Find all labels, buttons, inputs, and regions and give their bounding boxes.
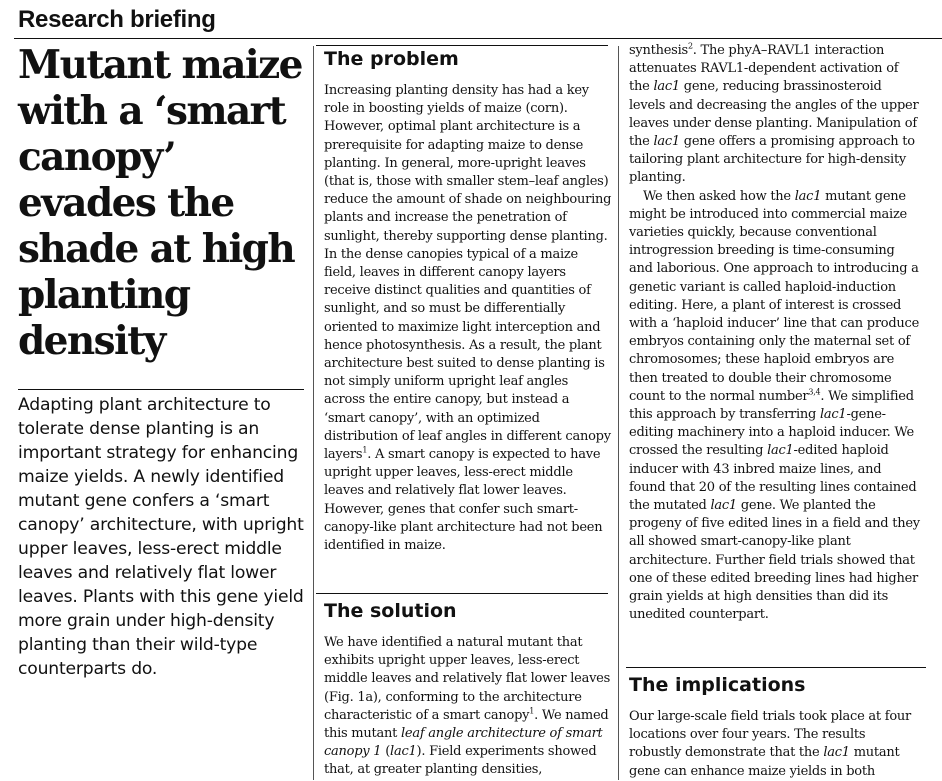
continued-text [629, 42, 921, 625]
implications-rule [626, 667, 926, 668]
continued-paragraph-2: We then asked how the lac1 mutant gene might be introduced into commercial maize varieties quickly, because conventional introgression breeding is time-consuming and laborious. One approach to introducing a genetic variant is called haploid-induction editing. Here, a plant of interest is crossed with a ‘haploid inducer’ line that can produce embryos containing only the maternal set of chromosomes; these haploid embryos are then treated to double their chromosome count to the normal number$^{3,4}$. We simplified this approach by transferring lac1-gene-editing machinery into a haploid inducer. We crossed the resulting lac1-edited haploid inducer with 43 inbred maize lines, and found that 20 of the resulting lines contained the mutated lac1 gene. We planted the progeny of five edited lines in a field and they all showed smart-canopy-like plant architecture. Further field trials showed that one of these edited breeding lines had higher grain yields at high densities than did its unedited counterpart. [629, 188, 920, 623]
implications-paragraph: Our large-scale field trials took place at four locations over four years. The results robustly demonstrate that the lac1 mutant gene can enhance maize yields in both [629, 709, 911, 779]
reference-1: 1 [529, 706, 535, 716]
solution-rule [316, 593, 608, 594]
standfirst: Adapting plant architecture to tolerate dense planting is an important strategy for enhancing maize yields. A newly identified mutant gene confers a ‘smart canopy’ architecture, with upright upper leaves, less-erect middle leaves and relatively flat lower leaves. Plants with this gene yield more grain under high-density planting than their wild-type counterparts do. [18, 395, 304, 679]
gene-name: lac1 [653, 134, 680, 150]
headline: Mutant maize with a ‘smart canopy’ evades the shade at high planting density [18, 42, 302, 364]
section-masthead: Research briefing [18, 6, 216, 33]
problem-rule [316, 45, 608, 46]
gene-name: lac1 [767, 443, 794, 459]
gene-name: lac1 [819, 407, 847, 423]
implications-section [629, 673, 921, 781]
masthead-rule [14, 38, 942, 39]
problem-section [324, 47, 612, 555]
implications-heading: The implications [629, 674, 806, 696]
reference-2: 2 [687, 41, 693, 51]
solution-section [324, 599, 612, 780]
continued-paragraph-1: synthesis$^2$. The phyA–RAVL1 interaction attenuates RAVL1-dependent activation of the lac1 gene, reducing brassinosteroid levels and decreasing the angles of the upper leaves under dense planting. Manipulation of the lac1 gene offers a promising approach to tailoring plant architecture for high-density planting. [629, 41, 919, 186]
gene-name: lac1 [653, 79, 680, 95]
solution-paragraph: We have identified a natural mutant that exhibits upright upper leaves, less-erect middle leaves and relatively flat lower leaves (Fig. 1a), conforming to the architecture characteristic of a smart canopy$^1$. We named this mutant leaf angle architecture of smart canopy 1 (lac1). Field experiments showed that, at greater planting densities, [324, 635, 611, 778]
problem-paragraph: Increasing planting density has had a key role in boosting yields of maize (corn). However, optimal plant architecture is a prerequisite for adapting maize to dense planting. In general, more-upright leaves (that is, those with smaller stem–leaf angles) reduce the amount of shade on neighbouring plants and increase the penetration of sunlight, thereby supporting dense planting. In the dense canopies typical of a maize field, leaves in different canopy layers receive distinct qualities and quantities of sunlight, and so must be differentially oriented to maximize light interception and hence photosynthesis. As a result, the plant architecture best suited to dense planting is not simply uniform upright leaf angles across the entire canopy, but instead a ‘smart canopy’, with an optimized distribution of leaf angles in different canopy layers$^1$. A smart canopy is expected to have upright upper leaves, less-erect middle leaves and relatively flat lower leaves. However, genes that confer such smart-canopy-like plant architecture had not been identified in maize. [324, 83, 612, 554]
column-divider-2 [618, 46, 619, 780]
reference-3-4: 3,4 [808, 387, 821, 397]
mutant-name: leaf angle architecture of smart canopy 1 [324, 726, 603, 760]
reference-1: 1 [362, 445, 368, 455]
problem-heading: The problem [324, 48, 459, 70]
gene-name: lac1 [390, 744, 417, 760]
gene-name: lac1 [794, 188, 822, 204]
gene-name: lac1 [823, 745, 850, 761]
solution-heading: The solution [324, 600, 457, 622]
gene-name: lac1 [710, 498, 737, 514]
standfirst-rule [18, 389, 304, 390]
